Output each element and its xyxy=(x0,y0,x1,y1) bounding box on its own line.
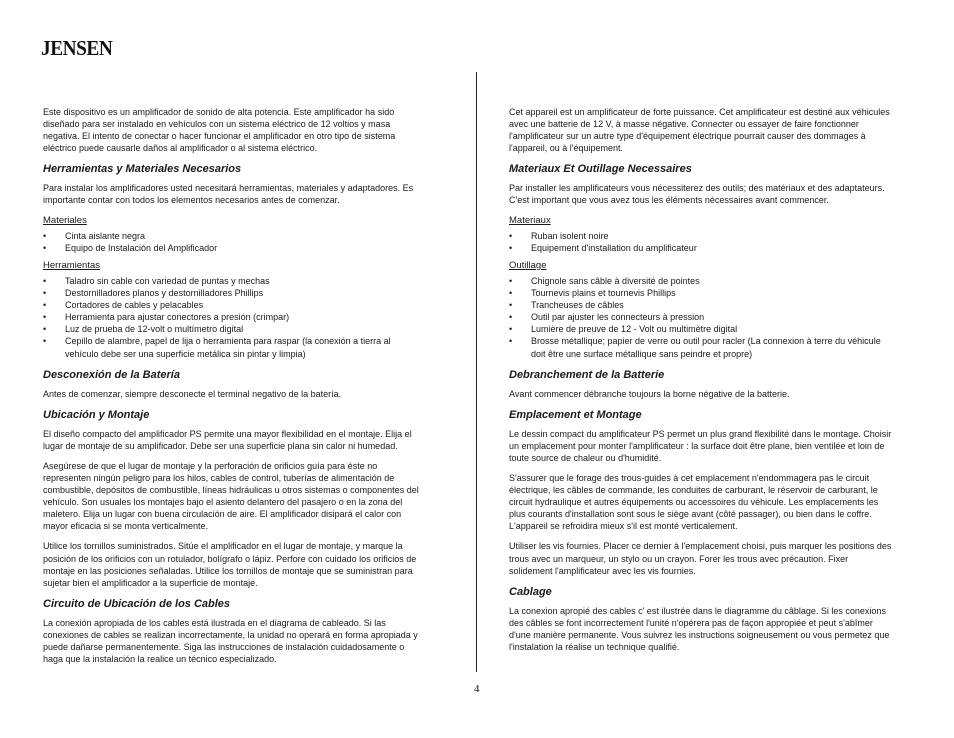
mounting-paragraph-3: Utilice los tornillos suministrados. Sitúe el amplificador en el lugar de montaje, y marque la posición de los orificios con un rotulador, bolígrafo o lápiz. Perfore con cuidado los orificios de montaje en las posiciones señaladas. Utilice los tornillos de montaje que se suministran para sujetar bien el amplificador a la superficie de montaje. xyxy=(43,541,417,588)
list-item: • Ruban isolent noire xyxy=(509,230,894,242)
page-number: 4 xyxy=(474,683,480,695)
tools-materials-heading: Materiaux Et Outillage Necessaires xyxy=(509,163,692,176)
mounting-heading: Ubicación y Montaje xyxy=(43,408,150,421)
tools-label: Herramientas xyxy=(43,259,101,271)
tools-list xyxy=(43,275,423,360)
mounting-paragraph-2: S'assurer que le forage des trous-guides à cet emplacement n'endommagera pas le circuit électrique, les câbles de commande, les conduites de carburant, le réservoir de carburant, le circuit hydraulique et autres équipements ou accessoires du véhicule. Les emplacements les plus courants d'installation sont sous le siège avant (côté passager), ou bien dans le coffre. L'appareil se refroidira mieux s'il est monté verticalement. xyxy=(509,472,879,532)
list-item: • Equipement d'installation du amplificateur xyxy=(509,242,894,254)
column-divider xyxy=(476,72,477,672)
wiring-heading: Circuito de Ubicación de los Cables xyxy=(43,597,231,610)
tools-label: Outillage xyxy=(509,259,547,271)
jensen-logo: JENSEN xyxy=(41,36,113,60)
list-item: • Cinta aislante negra xyxy=(43,230,423,242)
list-item: • Equipo de Instalación del Amplificador xyxy=(43,242,423,254)
tools-materials-heading: Herramientas y Materiales Necesarios xyxy=(43,163,242,176)
wiring-text: La conexión apropiada de los cables está ilustrada en el diagrama de cableado. Si las conexiones de cables se realizan incorrectamente, la unidad no operará en forma apropiada y puede dañarse permanentemente. Siga las instrucciones de instalación cuidadosamente o haga que la instalación la realice un técnico especializado. xyxy=(43,617,418,665)
mounting-paragraph-2: Asegúrese de que el lugar de montaje y la perforación de orificios guía para éste no representen ningún peligro para los hilos, cables de control, tuberías de alimentación de combustible, depósitos de combustible, líneas hidráulicas u otros sistemas o componentes del vehículo. Son usuales los montajes bajo el asiento delantero del pasajero o en la zona del maletero. Elija un lugar con buena circulación de aire. El amplificador disipará el calor con mayor eficacia si se monta verticalmente. xyxy=(43,460,419,532)
list-item: • Cepillo de alambre, papel de lija o herramienta para raspar (la conexión a tierra al vehículo debe ser una superficie metálica sin pintar y limpia) xyxy=(43,335,423,359)
spanish-column xyxy=(43,106,423,673)
materials-label: Materiaux xyxy=(509,214,551,226)
battery-text: Avant commencer débranche toujours la borne négative de la batterie. xyxy=(509,388,790,399)
mounting-paragraph-1: Le dessin compact du amplificateur PS permet un plus grand flexibilité dans le montage. Choisir un emplacement pour monter l'amplificateur : la surface doit être plane, bien ventilée et loin de toute source de chaleur ou d'humidité. xyxy=(509,428,892,463)
battery-heading: Desconexión de la Batería xyxy=(43,368,180,381)
list-item: • Lumière de preuve de 12 - Volt ou multimètre digital xyxy=(509,323,894,335)
materials-label: Materiales xyxy=(43,214,87,226)
list-item: • Luz de prueba de 12-volt o multímetro digital xyxy=(43,323,423,335)
battery-heading: Debranchement de la Batterie xyxy=(509,368,665,381)
tools-list xyxy=(509,275,894,360)
list-item: • Brosse métallique; papier de verre ou outil pour racler (La connexion à terre du véhicule doit être une surface métallique sans peindre et propre) xyxy=(509,335,894,359)
mounting-paragraph-3: Utiliser les vis fournies. Placer ce dernier à l'emplacement choisi, puis marquer les positions des trous avec un marqueur, un stylo ou un crayon. Forer les trous avec précaution. Fixer solidement l'amplificateur avec les vis fournies. xyxy=(509,541,892,576)
battery-text: Antes de comenzar, siempre desconecte el terminal negativo de la batería. xyxy=(43,388,342,399)
list-item: • Outil par ajuster les connecteurs à pression xyxy=(509,311,894,323)
list-item: • Taladro sin cable con variedad de puntas y mechas xyxy=(43,275,423,287)
french-column xyxy=(509,106,894,661)
wiring-text: La conexion apropié des cables c' est ilustrée dans le diagramme du câblage. Si les conexions des câbles se font incorrectement l'unité n'opérera pas de façon appropiée et peut s'abîmer d'une manière permanente. Vous suivrez les instructions soigneusement ou vous permetez que l'instalation la réalise un technique qualifié. xyxy=(509,605,890,652)
materials-list xyxy=(43,230,423,254)
intro-text: Cet appareil est un amplificateur de forte puissance. Cet amplificateur est destiné aux véhicules avec une batterie de 12 V, à masse négative. Connecter ou essayer de faire fonctionner l'amplificateur sur un autre type d'équipement électrique pourrait causer des dommages à l'appareil, ou à l'équipement. xyxy=(509,107,890,154)
intro-text: Este dispositivo es un amplificador de sonido de alta potencia. Este amplificador ha sido diseñado para ser instalado en vehículos con un sistema eléctrico de 12 voltios y masa negativa. El intento de conectar o hacer funcionar el amplificador en otro tipo de sistema eléctrico puede causarle daños al amplificador o al sistema eléctrico. xyxy=(43,107,396,154)
mounting-heading: Emplacement et Montage xyxy=(509,408,642,421)
list-item: • Chignole sans câble à diversité de pointes xyxy=(509,275,894,287)
mounting-paragraph-1: El diseño compacto del amplificador PS permite una mayor flexibilidad en el montaje. Elija el lugar de montaje de su amplificador. Debe ser una superficie plana sin calor ni humedad. xyxy=(43,428,412,451)
list-item: • Destornilladores planos y destornilladores Phillips xyxy=(43,287,423,299)
list-item: • Tournevis plains et tournevis Phillips xyxy=(509,287,894,299)
list-item: • Trancheuses de câbles xyxy=(509,299,894,311)
wiring-heading: Cablage xyxy=(509,585,552,598)
tools-materials-text: Para instalar los amplificadores usted necesitará herramientas, materiales y adaptadores. Es importante contar con todos los elementos necesarios antes de comenzar. xyxy=(43,183,414,206)
materials-list xyxy=(509,230,894,254)
list-item: • Herramienta para ajustar conectores a presión (crimpar) xyxy=(43,311,423,323)
tools-materials-text: Par installer les amplificateurs vous nécessiterez des outils; des matériaux et des adaptateurs. C'est important que vous avez tous les éléments nécessaires avant commencer. xyxy=(509,183,885,206)
list-item: • Cortadores de cables y pelacables xyxy=(43,299,423,311)
